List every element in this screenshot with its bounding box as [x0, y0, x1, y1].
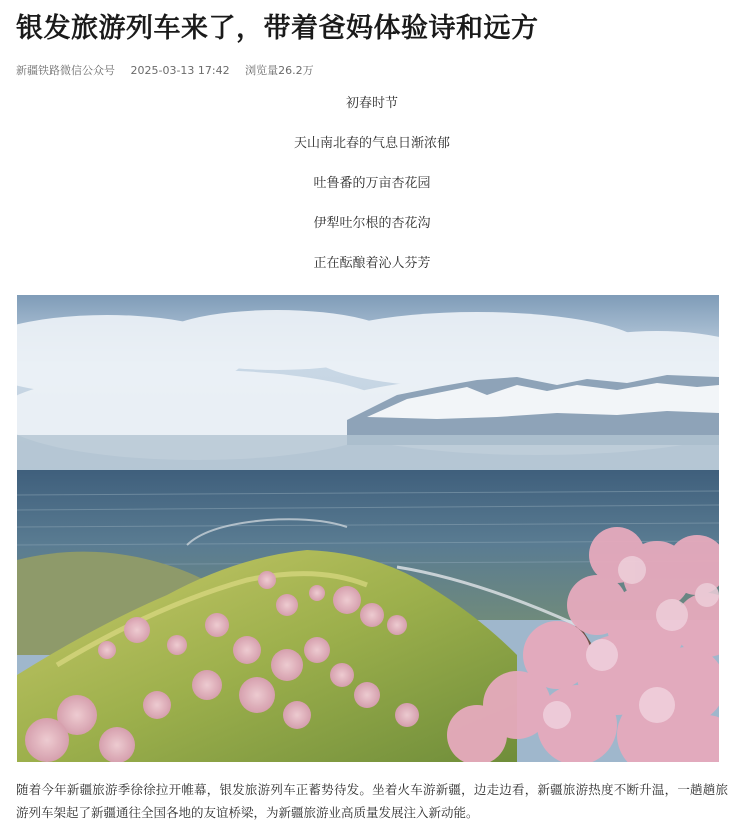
article-paragraph: 随着今年新疆旅游季徐徐拉开帷幕，银发旅游列车正蓄势待发。坐着火车游新疆，边走边看，新疆旅游热度不断升温，一趟趟旅游列车架起了新疆通往全国各地的友谊桥梁，为新疆旅游业高质量发展注入新动能。	[16, 782, 728, 820]
article-title: 银发旅游列车来了，带着爸妈体验诗和远方	[16, 13, 539, 44]
poem-line: 吐鲁番的万亩杏花园	[313, 176, 431, 191]
landscape-photo	[17, 295, 719, 762]
poem-line: 伊犁吐尔根的杏花沟	[313, 216, 431, 231]
poem-line: 初春时节	[345, 96, 398, 111]
source-account[interactable]: 新疆铁路微信公众号	[16, 64, 115, 77]
view-count: 浏览量26.2万	[245, 64, 314, 77]
poem-line: 正在酝酿着沁人芬芳	[313, 256, 431, 271]
publish-time: 2025-03-13 17:42	[130, 64, 230, 77]
poem-line: 天山南北春的气息日渐浓郁	[293, 136, 450, 151]
apricot-valley-illustration	[17, 295, 719, 762]
article-meta	[16, 62, 326, 80]
poem-block	[0, 94, 744, 294]
